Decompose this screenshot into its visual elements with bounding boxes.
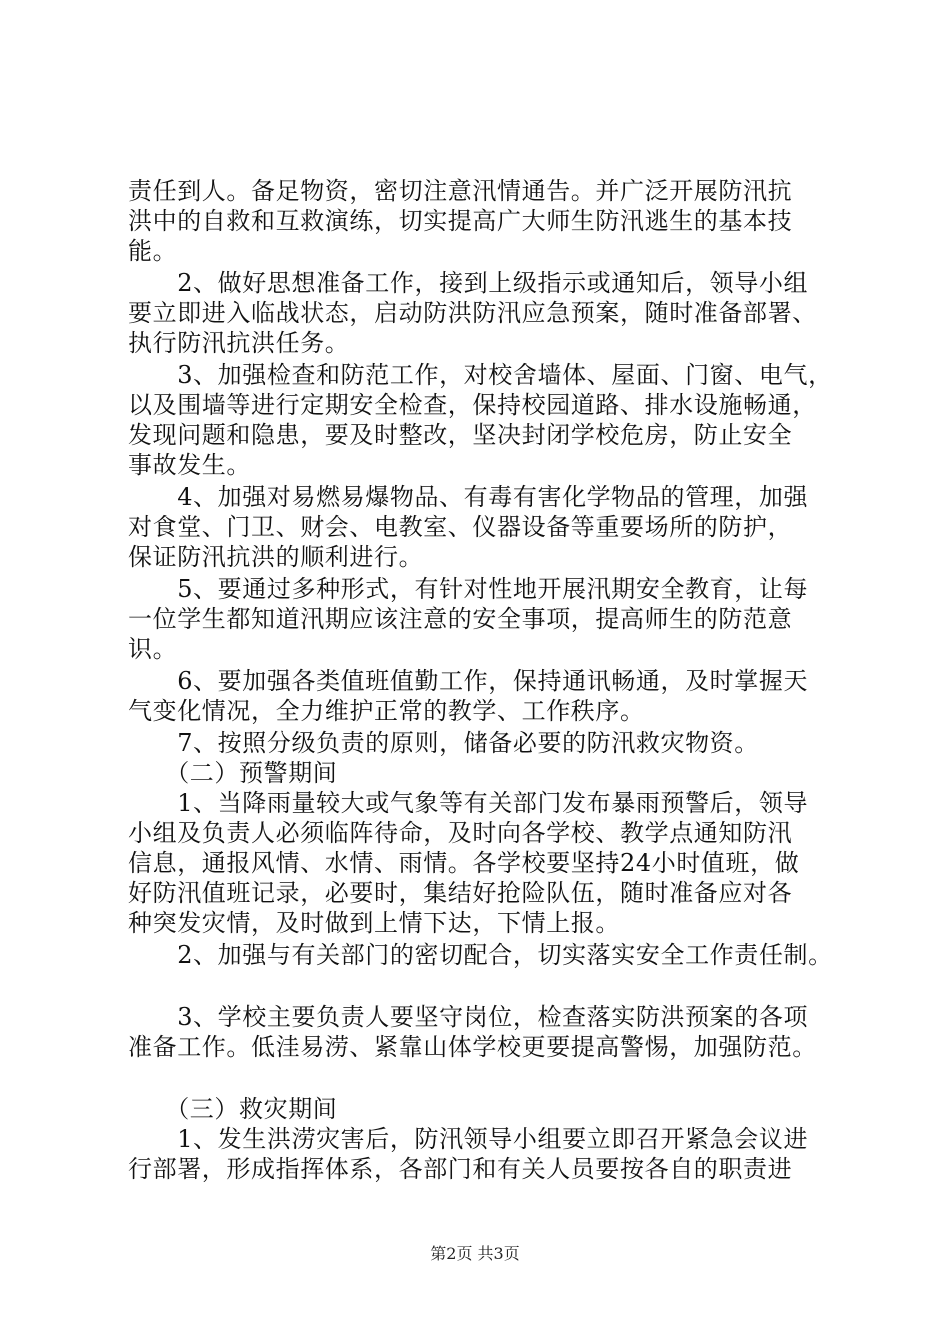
paragraph-line: 信息，通报风情、水情、雨情。各学校要坚持24小时值班，做 (128, 849, 800, 877)
paragraph-line: 4、加强对易燃易爆物品、有毒有害化学物品的管理，加强 (128, 483, 809, 511)
paragraph-line: 6、要加强各类值班值勤工作，保持通讯畅通，及时掌握天 (128, 667, 809, 695)
paragraph-line: 能。 (128, 237, 178, 265)
paragraph-line: 发现问题和隐患，要及时整改，坚决封闭学校危房，防止安全 (128, 421, 793, 449)
paragraph-line: 事故发生。 (128, 451, 251, 479)
paragraph-line: 对食堂、门卫、财会、电教室、仪器设备等重要场所的防护， (128, 513, 793, 541)
paragraph-line: 保证防汛抗洪的顺利进行。 (128, 543, 424, 571)
paragraph-line: 洪中的自救和互救演练，切实提高广大师生防汛逃生的基本技 (128, 207, 793, 235)
paragraph-line: 3、加强检查和防范工作，对校舍墙体、屋面、门窗、电气， (128, 361, 833, 389)
paragraph-line: 2、加强与有关部门的密切配合，切实落实安全工作责任制。 (128, 941, 833, 969)
section-heading: （二）预警期间 (128, 759, 338, 787)
paragraph-line: 好防汛值班记录，必要时，集结好抢险队伍，随时准备应对各 (128, 879, 793, 907)
paragraph-line: 5、要通过多种形式，有针对性地开展汛期安全教育，让每 (128, 575, 809, 603)
paragraph-line: 气变化情况，全力维护正常的教学、工作秩序。 (128, 697, 645, 725)
paragraph-line: 7、按照分级负责的原则，储备必要的防汛救灾物资。 (128, 729, 759, 757)
paragraph-line: 种突发灾情，及时做到上情下达，下情上报。 (128, 909, 620, 937)
section-heading: （三）救灾期间 (128, 1095, 338, 1123)
paragraph-line: 要立即进入临战状态，启动防洪防汛应急预案，随时准备部署、 (128, 299, 817, 327)
paragraph-line: 2、做好思想准备工作，接到上级指示或通知后，领导小组 (128, 269, 809, 297)
paragraph-line: 责任到人。备足物资，密切注意汛情通告。并广泛开展防汛抗 (128, 177, 793, 205)
paragraph-line: 行部署，形成指挥体系，各部门和有关人员要按各自的职责进 (128, 1155, 793, 1183)
paragraph-line: 3、学校主要负责人要坚守岗位，检查落实防洪预案的各项 (128, 1003, 809, 1031)
paragraph-line: 准备工作。低洼易涝、紧靠山体学校更要提高警惕，加强防范。 (128, 1033, 817, 1061)
paragraph-line: 小组及负责人必须临阵待命，及时向各学校、教学点通知防汛 (128, 819, 793, 847)
paragraph-line: 以及围墙等进行定期安全检查，保持校园道路、排水设施畅通， (128, 391, 817, 419)
paragraph-line: 1、当降雨量较大或气象等有关部门发布暴雨预警后，领导 (128, 789, 809, 817)
paragraph-line: 识。 (128, 635, 178, 663)
paragraph-line: 一位学生都知道汛期应该注意的安全事项，提高师生的防范意 (128, 605, 793, 633)
page-number-footer: 第2页 共3页 (430, 1244, 520, 1263)
paragraph-line: 执行防汛抗洪任务。 (128, 329, 350, 357)
paragraph-line: 1、发生洪涝灾害后，防汛领导小组要立即召开紧急会议进 (128, 1125, 809, 1153)
